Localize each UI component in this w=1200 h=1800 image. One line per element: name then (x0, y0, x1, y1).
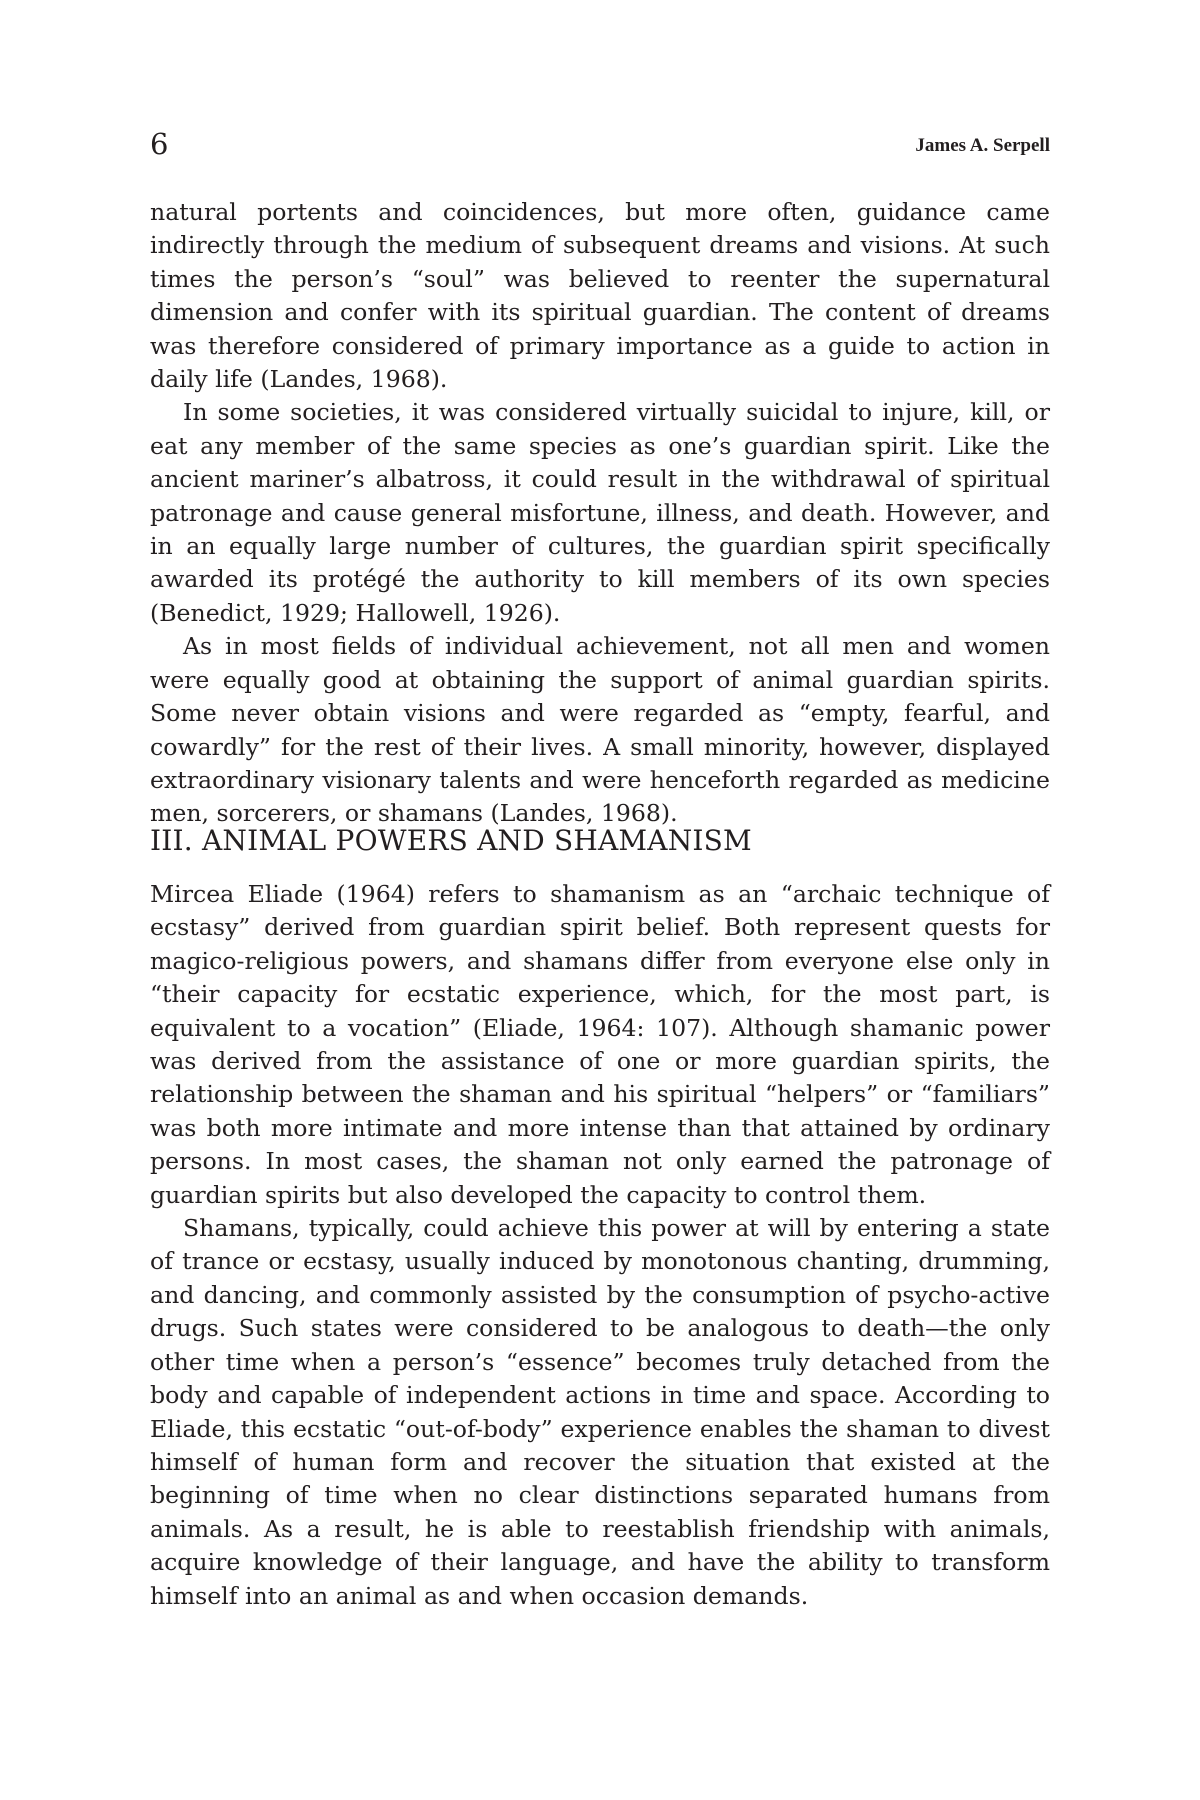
body-text-section-2 (150, 878, 1050, 1613)
section-heading: III. ANIMAL POWERS AND SHAMANISM (150, 824, 752, 857)
paragraph: Mircea Eliade (1964) refers to shamanism as an “archaic technique of ecstasy” derived from guardian spirit belief. Both represent quests for magico-religious powers, and shamans differ from everyone else only in “their capacity for ecstatic experience, which, for the most part, is equivalent to a vocation” (Eliade, 1964: 107). Although shamanic power was derived from the assistance of one or more guardian spirits, the relationship between the shaman and his spiritual “helpers” or “familiars” was both more intimate and more intense than that attained by ordinary persons. In most cases, the shaman not only earned the patronage of guardian spirits but also developed the capacity to control them. (150, 880, 1050, 1209)
paragraph: natural portents and coincidences, but more often, guidance came indirectly through the medium of subsequent dreams and visions. At such times the person’s “soul” was believed to reenter the supernatural dimension and confer with its spiritual guardian. The content of dreams was therefore considered of primary importance as a guide to action in daily life (Landes, 1968). (150, 198, 1050, 394)
paragraph: Shamans, typically, could achieve this power at will by entering a state of trance or ecstasy, usually induced by monotonous chanting, drumming, and dancing, and commonly assisted by the consumption of psycho-active drugs. Such states were considered to be analogous to death—the only other time when a person’s “essence” becomes truly detached from the body and capable of independent actions in time and space. According to Eliade, this ecstatic “out-of-body” experience enables the shaman to divest himself of human form and recover the situation that existed at the beginning of time when no clear distinctions separated humans from animals. As a result, he is able to reestablish friendship with animals, acquire knowledge of their language, and have the ability to transform himself into an animal as and when occasion demands. (150, 1214, 1050, 1610)
paragraph: As in most fields of individual achievement, not all men and women were equally good at obtaining the support of animal guardian spirits. Some never obtain visions and were regarded as “empty, fearful, and cowardly” for the rest of their lives. A small minority, however, displayed extraordinary visionary talents and were henceforth regarded as medicine men, sorcerers, or shamans (Landes, 1968). (150, 632, 1050, 828)
page-number: 6 (150, 127, 169, 161)
running-head (150, 124, 1050, 164)
paragraph: In some societies, it was considered virtually suicidal to injure, kill, or eat any member of the same species as one’s guardian spirit. Like the ancient mariner’s albatross, it could result in the withdrawal of spiritual patronage and cause general misfortune, illness, and death. However, and in an equally large number of cultures, the guardian spirit specifically awarded its protégé the authority to kill members of its own species (Benedict, 1929; Hallowell, 1926). (150, 398, 1050, 627)
running-head-author: James A. Serpell (915, 135, 1050, 156)
body-text-section-1 (150, 196, 1050, 831)
